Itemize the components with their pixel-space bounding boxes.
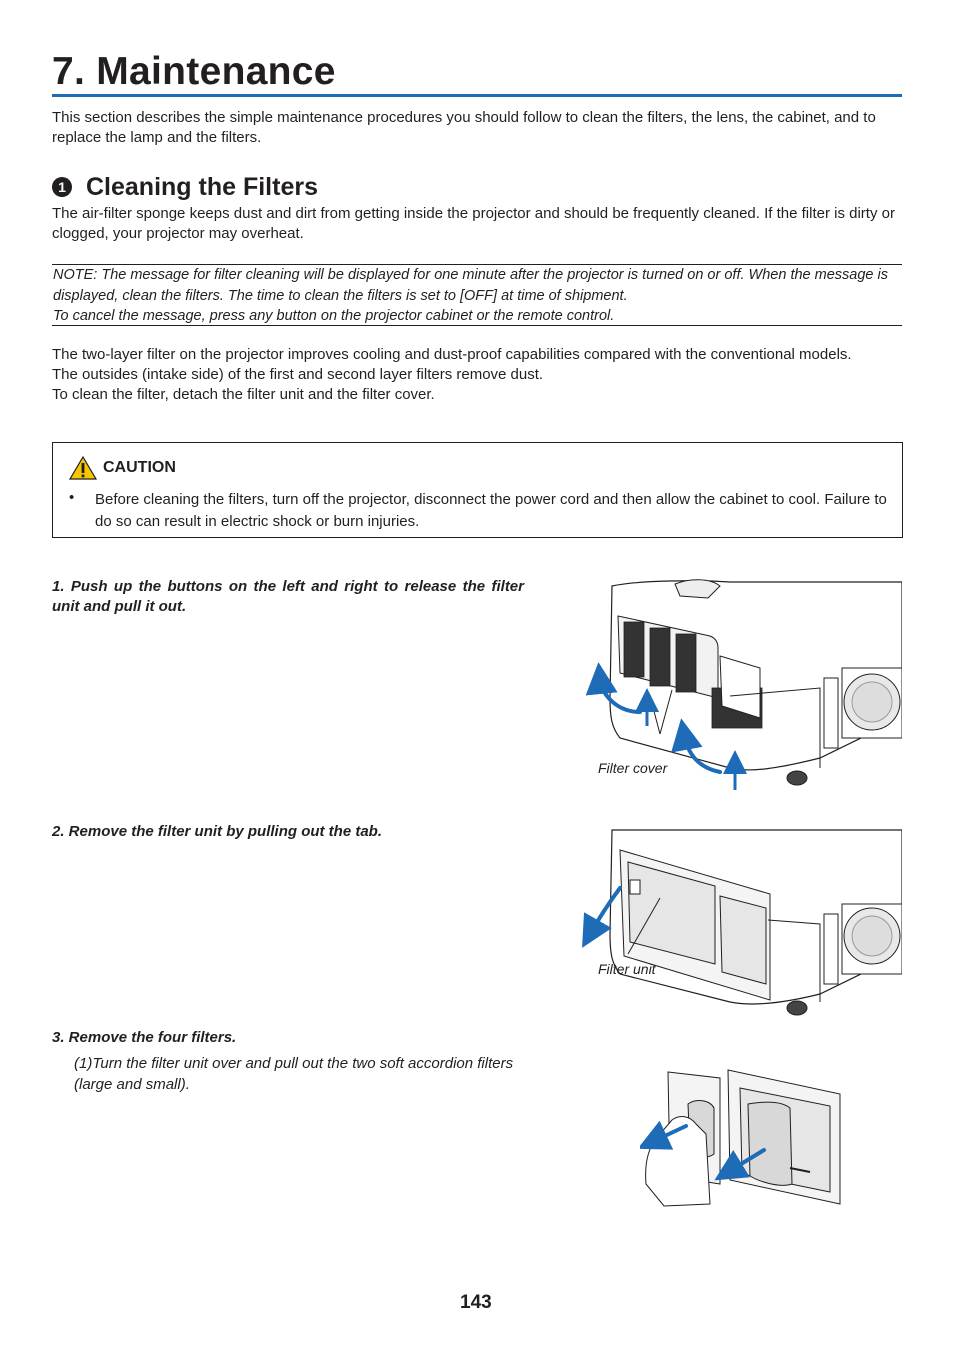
section-number-badge: 1 <box>52 177 72 197</box>
step-3: 3. Remove the four filters. <box>52 1029 237 1046</box>
note-line-2: To cancel the message, press any button on the projector cabinet or the remote control. <box>53 308 615 324</box>
caution-bullet: • <box>69 489 75 506</box>
step-1: 1. Push up the buttons on the left and right to release the filter unit and pull it out. <box>52 578 524 615</box>
note-box <box>52 264 902 326</box>
caution-text: Before cleaning the filters, turn off the projector, disconnect the power cord and then allow the cabinet to cool. Failure to do so can result in electric shock or burn injuries. <box>95 491 887 530</box>
section-heading <box>52 172 318 202</box>
caution-box <box>52 442 903 538</box>
intro-paragraph: This section describes the simple maintenance procedures you should follow to clean the filters, the lens, the cabinet, and to replace the lamp and the filters. <box>52 109 876 146</box>
step-2: 2. Remove the filter unit by pulling out the tab. <box>52 823 383 840</box>
note-line-1: NOTE: The message for filter cleaning will be displayed for one minute after the projector is turned on or off. When the message is displayed, clean the filters. The time to clean the filters is set to [OFF] at time of shipment. <box>53 267 888 304</box>
filter-unit-illustration <box>580 824 902 1024</box>
section-description: The air-filter sponge keeps dust and dirt from getting inside the projector and should be frequently cleaned. If the filter is dirty or clogged, your projector may overheat. <box>52 205 895 242</box>
step-3-substep: (1)Turn the filter unit over and pull out the two soft accordion filters (large and small). <box>74 1055 514 1093</box>
filter-unit-caption: Filter unit <box>598 961 656 977</box>
filter-paragraph-2: The outsides (intake side) of the first and second layer filters remove dust. <box>52 366 544 383</box>
caution-header <box>69 456 176 480</box>
remove-filters-illustration <box>640 1064 850 1209</box>
filter-description <box>52 345 902 405</box>
caution-label: CAUTION <box>103 459 176 476</box>
filter-cover-caption: Filter cover <box>598 760 668 776</box>
note-text <box>52 265 902 327</box>
section-title: Cleaning the Filters <box>86 172 318 201</box>
page-title: 7. Maintenance <box>52 50 336 93</box>
page-number: 143 <box>460 1292 492 1313</box>
filter-paragraph-1: The two-layer filter on the projector improves cooling and dust-proof capabilities compared with the conventional models. <box>52 346 852 363</box>
filter-paragraph-3: To clean the filter, detach the filter unit and the filter cover. <box>52 386 435 403</box>
title-rule <box>52 94 902 97</box>
warning-icon <box>69 456 97 480</box>
